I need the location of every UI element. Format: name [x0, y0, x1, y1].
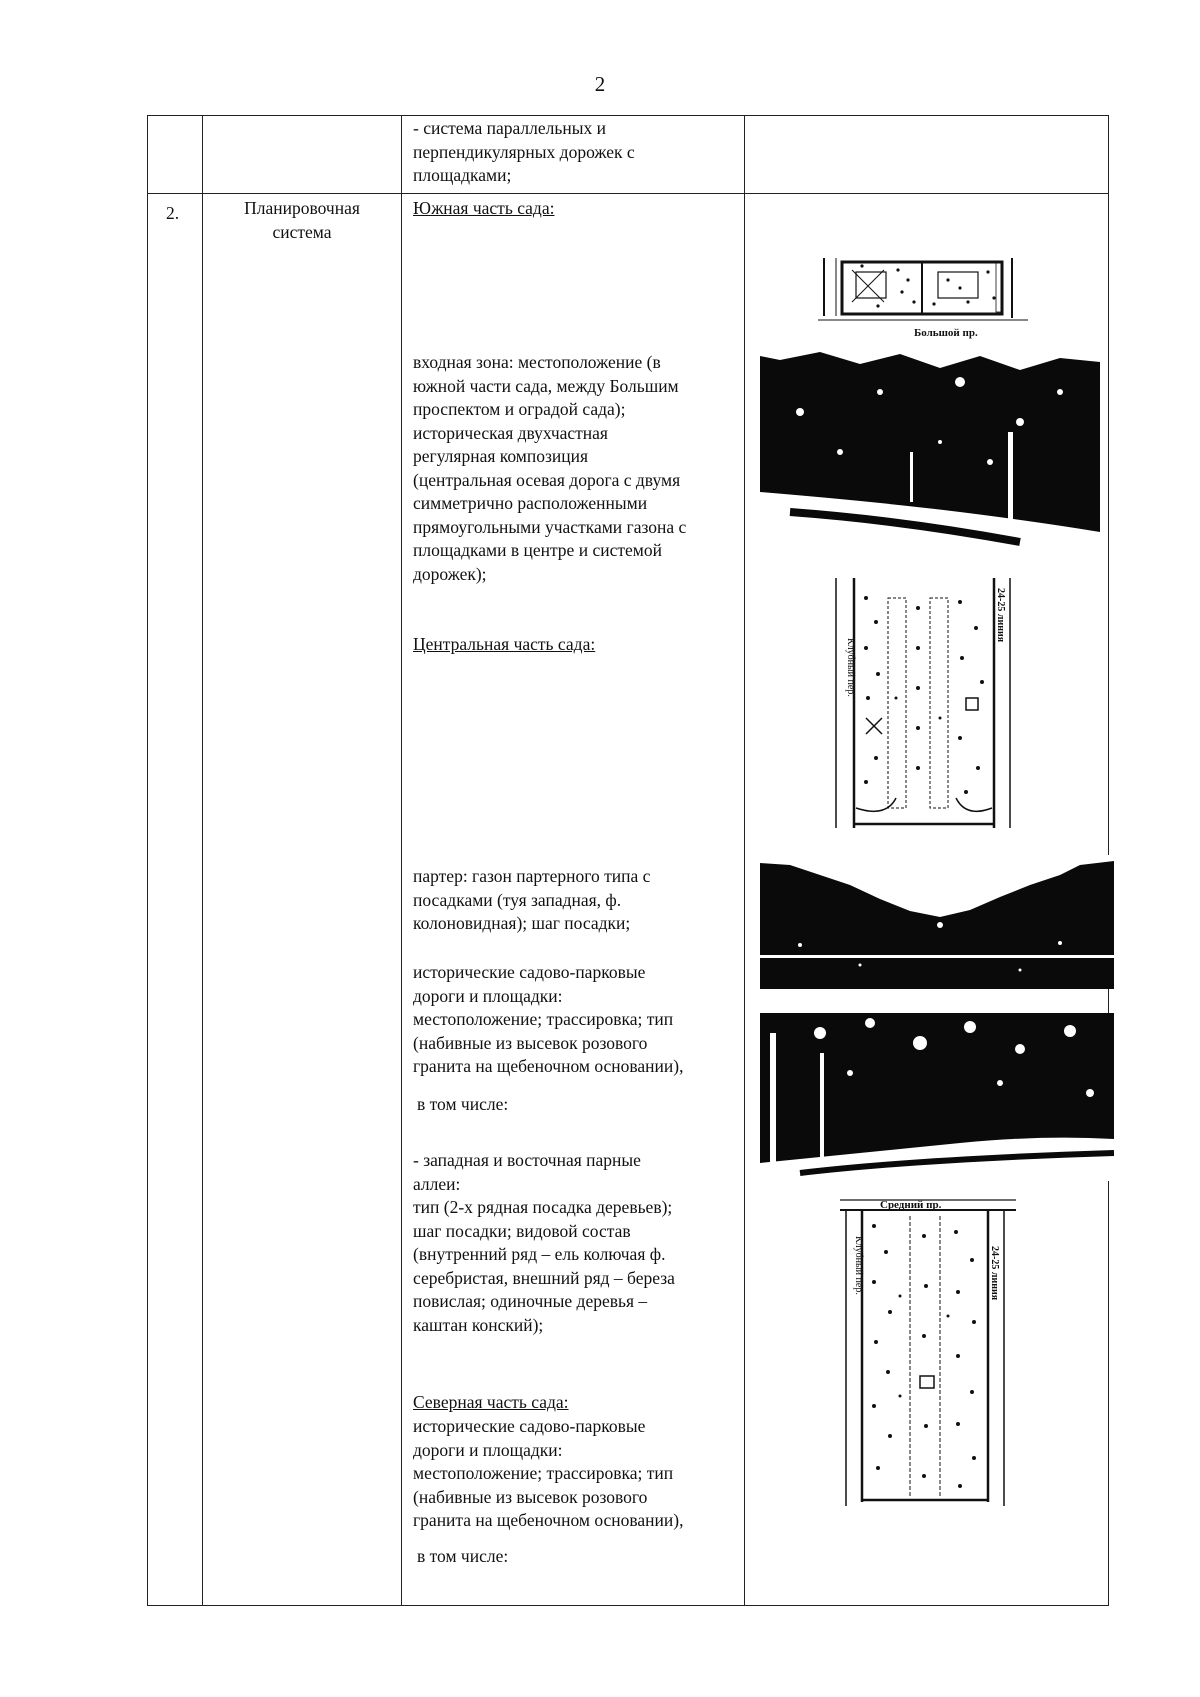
text-line: каштан конский); — [413, 1314, 544, 1335]
text-line: проспектом и оградой сада); — [413, 399, 626, 419]
map-label: Средний пр. — [880, 1199, 942, 1211]
row-title — [203, 197, 401, 244]
text-line: площадками в центре и системой — [413, 540, 662, 560]
text-line: колоновидная); шаг посадки; — [413, 913, 631, 933]
text-line: повислая; одиночные деревья – — [413, 1291, 648, 1311]
text-line: - система параллельных и — [413, 118, 606, 138]
text-line: исторические садово-парковые — [413, 1416, 646, 1436]
text-line: перпендикулярных дорожек с — [413, 141, 635, 162]
entry-zone-photo — [760, 352, 1100, 556]
text-line: местоположение; трассировка; тип — [413, 1463, 674, 1483]
text-line: Планировочная — [244, 198, 360, 218]
map-label: 24-25 линия — [995, 588, 1006, 643]
north-including: в том числе: — [417, 1546, 509, 1566]
text-line: исторические садово-парковые — [413, 962, 646, 982]
parterre-photo — [760, 855, 1114, 989]
text-line: южной части сада, между Большим — [413, 375, 679, 396]
text-line: дорожек); — [413, 563, 487, 584]
text-line: симметрично расположенными — [413, 493, 648, 513]
row-divider — [147, 193, 1109, 194]
text-line: серебристая, внешний ряд – береза — [413, 1267, 675, 1288]
text-line: партер: газон партерного типа с — [413, 866, 651, 886]
text-line: гранита на щебеночном основании), — [413, 1510, 684, 1530]
map-label: 24-25 линия — [989, 1246, 1000, 1301]
parterre-description — [413, 865, 650, 936]
text-line: (набивные из высевок розового — [413, 1032, 648, 1053]
central-part-heading: Центральная часть сада: — [413, 634, 596, 654]
text-line: - западная и восточная парные — [413, 1150, 641, 1170]
north-part-heading: Северная часть сада: — [413, 1392, 569, 1412]
text-line: шаг посадки; видовой состав — [413, 1220, 631, 1241]
row1-description — [413, 117, 635, 188]
text-line: прямоугольными участками газона с — [413, 516, 687, 537]
text-line: местоположение; трассировка; тип — [413, 1009, 674, 1029]
roads-description — [413, 961, 683, 1079]
text-line: система — [272, 221, 332, 242]
column-divider-2 — [401, 115, 402, 1606]
text-line: дороги и площадки: — [413, 1439, 563, 1460]
text-line: (набивные из высевок розового — [413, 1486, 648, 1507]
alleys-photo — [760, 1013, 1114, 1181]
table-left-border — [147, 115, 148, 1606]
text-line: (центральная осевая дорога с двумя — [413, 469, 681, 490]
map-label: Большой пр. — [914, 327, 978, 339]
column-divider-1 — [202, 115, 203, 1606]
text-line: тип (2-х рядная посадка деревьев); — [413, 1197, 673, 1217]
text-line: гранита на щебеночном основании), — [413, 1056, 684, 1076]
entry-zone-description — [413, 351, 686, 586]
north-roads-description — [413, 1415, 683, 1533]
text-line: аллеи: — [413, 1173, 461, 1194]
south-entry-plan-image — [818, 258, 1028, 344]
alleys-description — [413, 1149, 675, 1337]
text-line: площадками; — [413, 165, 512, 185]
text-line: входная зона: местоположение (в — [413, 352, 661, 372]
south-part-heading: Южная часть сада: — [413, 198, 555, 218]
map-label: Клубный пер. — [845, 638, 856, 697]
table-bottom-border — [147, 1605, 1109, 1606]
text-line: дороги и площадки: — [413, 985, 563, 1006]
text-line: регулярная композиция — [413, 446, 589, 466]
north-part-plan-image — [840, 1196, 1016, 1506]
text-line: посадками (туя западная, ф. — [413, 889, 622, 910]
central-part-plan-image — [826, 578, 1022, 828]
page-number: 2 — [594, 72, 606, 96]
table-top-border — [147, 115, 1109, 116]
map-label: Клубный пер. — [853, 1236, 864, 1295]
column-divider-3 — [744, 115, 745, 1606]
text-line: историческая двухчастная — [413, 422, 608, 443]
text-line: (внутренний ряд – ель колючая ф. — [413, 1244, 666, 1264]
roads-including: в том числе: — [417, 1094, 509, 1114]
row-number: 2. — [166, 203, 180, 223]
